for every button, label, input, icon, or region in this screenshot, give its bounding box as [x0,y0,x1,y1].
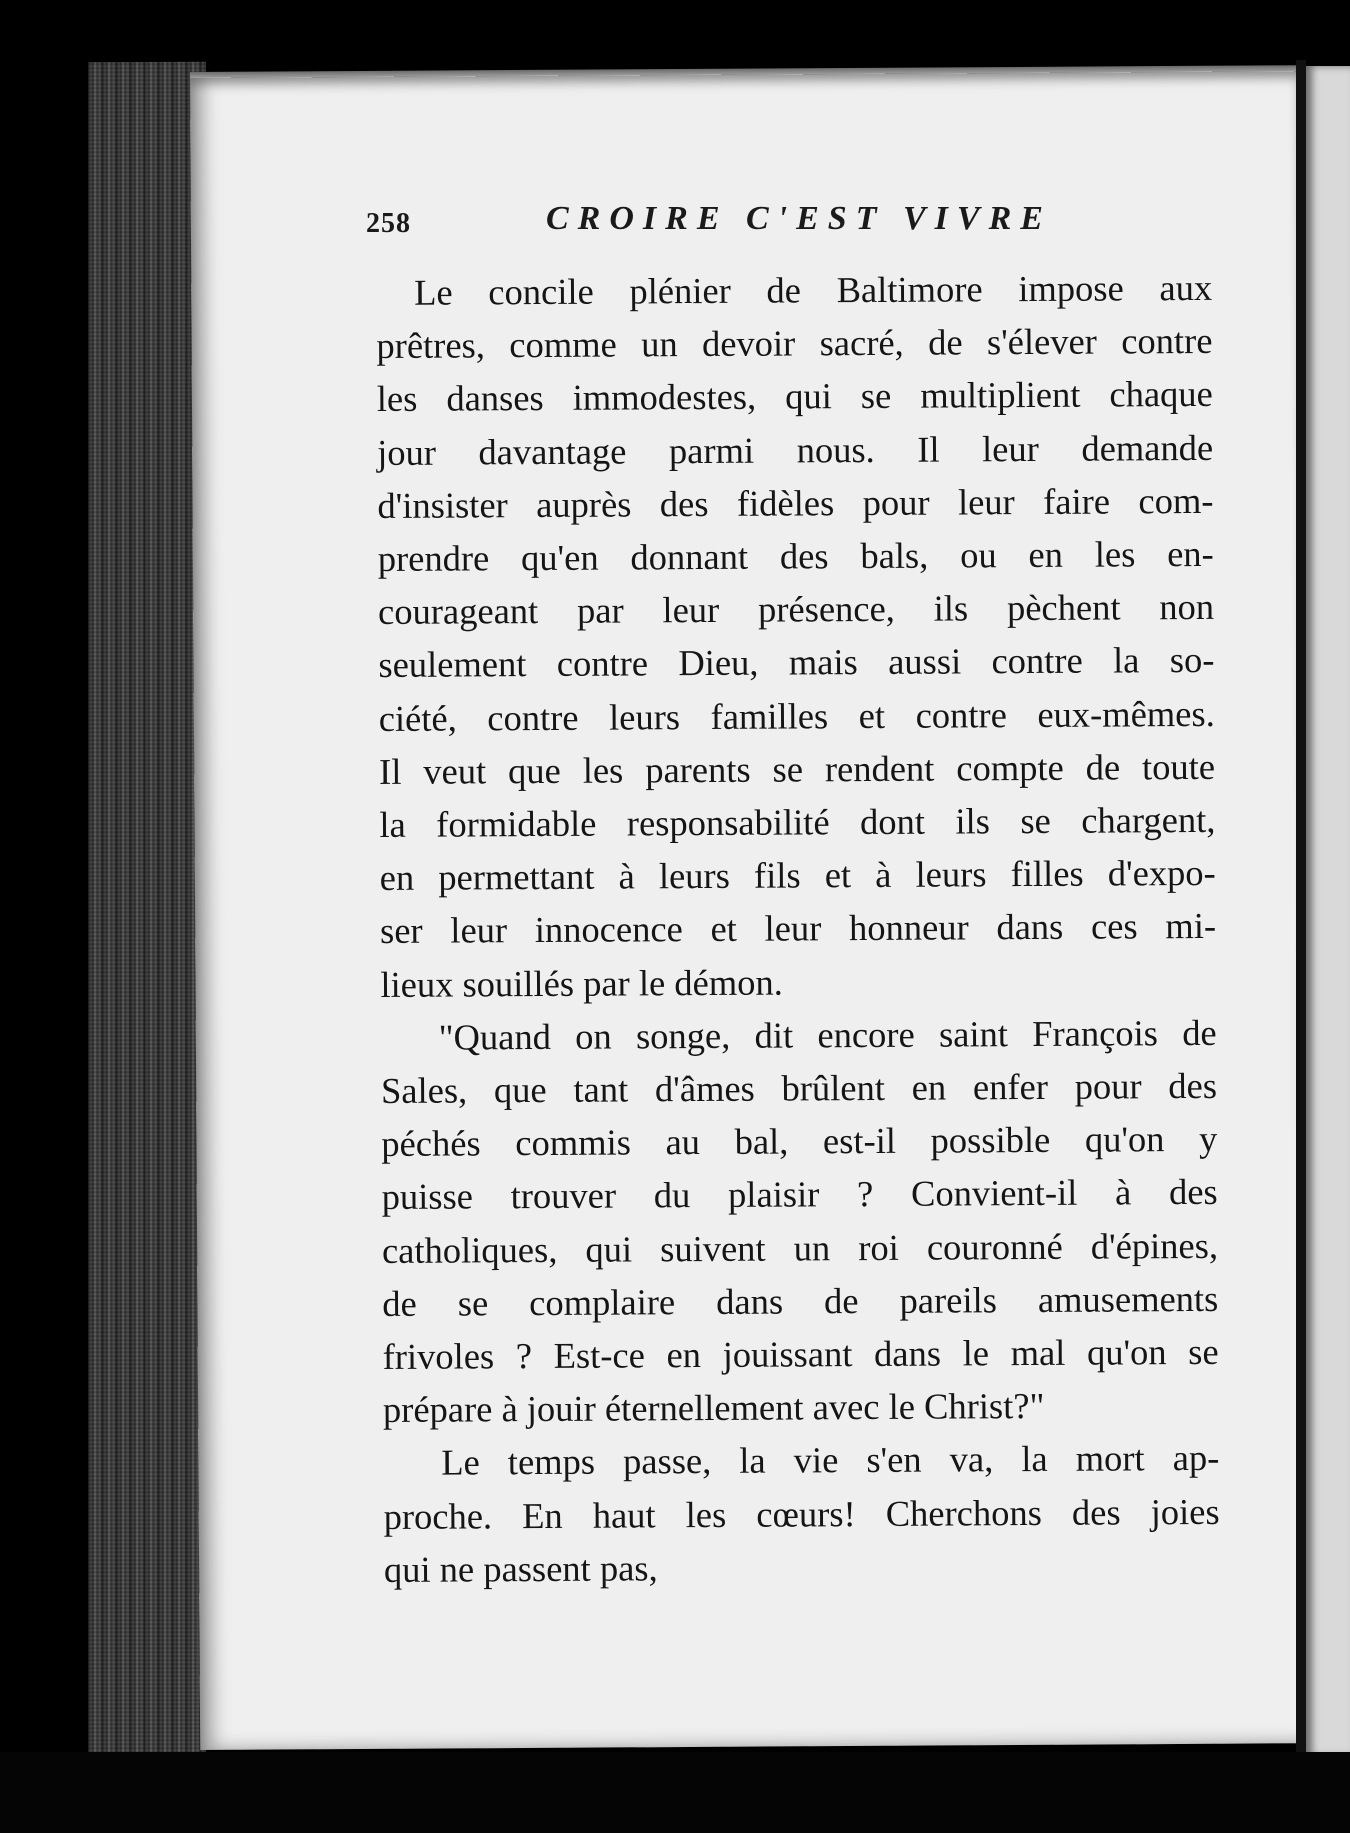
paragraph [383,1431,1220,1596]
text-line: péchés commis au bal, est-il possible qu'on y [381,1118,1218,1165]
text-line: la formidable responsabilité dont ils se chargent, [379,798,1216,846]
text-line: prêtres, comme un devoir sacré, de s'élever contre [376,320,1213,367]
text-line: les danses immodestes, qui se multiplient chaque [376,373,1213,420]
text-line: de se complaire dans de pareils amusements [382,1277,1219,1324]
text-line: qui ne passent pas, [383,1547,658,1590]
body-text [376,261,1220,1596]
paragraph [381,1006,1220,1437]
text-line: Le concile plénier de Baltimore impose aux [414,266,1213,313]
facing-page-sliver [1306,66,1350,1756]
running-head-title: CROIRE C'EST VIVRE [546,200,1052,237]
text-line: ser leur innocence et leur honneur dans ces mi- [379,905,1217,952]
running-head [366,200,1086,244]
text-line: lieux souillés par le démon. [380,961,783,1005]
page-number: 258 [366,208,411,239]
text-line: jour davantage parmi nous. Il leur demande [377,426,1214,473]
text-line: Sales, que tant d'âmes brûlent en enfer pour des [380,1064,1218,1112]
scan-bottom-margin [0,1752,1350,1833]
text-line: Il veut que les parents se rendent compte de toute [378,745,1216,792]
text-line: d'insister auprès des fidèles pour leur faire com- [377,479,1214,526]
text-line: seulement contre Dieu, mais aussi contre la so- [378,639,1215,686]
text-line: courageant par leur présence, ils pèchent non [377,586,1215,633]
text-line: ciété, contre leurs familles et contre eux-mêmes. [378,692,1215,739]
text-line: "Quand on songe, dit encore saint François de [438,1011,1217,1058]
book-page-edges-shading [88,62,206,1762]
text-line: frivoles ? Est-ce en jouissant dans le mal qu'on se [382,1330,1219,1378]
text-line: catholiques, qui suivent un roi couronné d'épines, [381,1224,1219,1271]
gutter-shadow [1296,60,1306,1760]
text-line: puisse trouver du plaisir ? Convient-il à des [381,1171,1218,1218]
text-line: en permettant à leurs fils et à leurs filles d'expo- [379,852,1216,899]
text-line: Le temps passe, la vie s'en va, la mort ap- [441,1437,1220,1484]
paragraph [376,261,1217,1011]
text-line: prépare à jouir éternellement avec le Christ?" [382,1385,1045,1431]
text-line: proche. En haut les cœurs! Cherchons des joies [383,1490,1220,1537]
text-line: prendre qu'en donnant des bals, ou en les en- [377,532,1214,580]
